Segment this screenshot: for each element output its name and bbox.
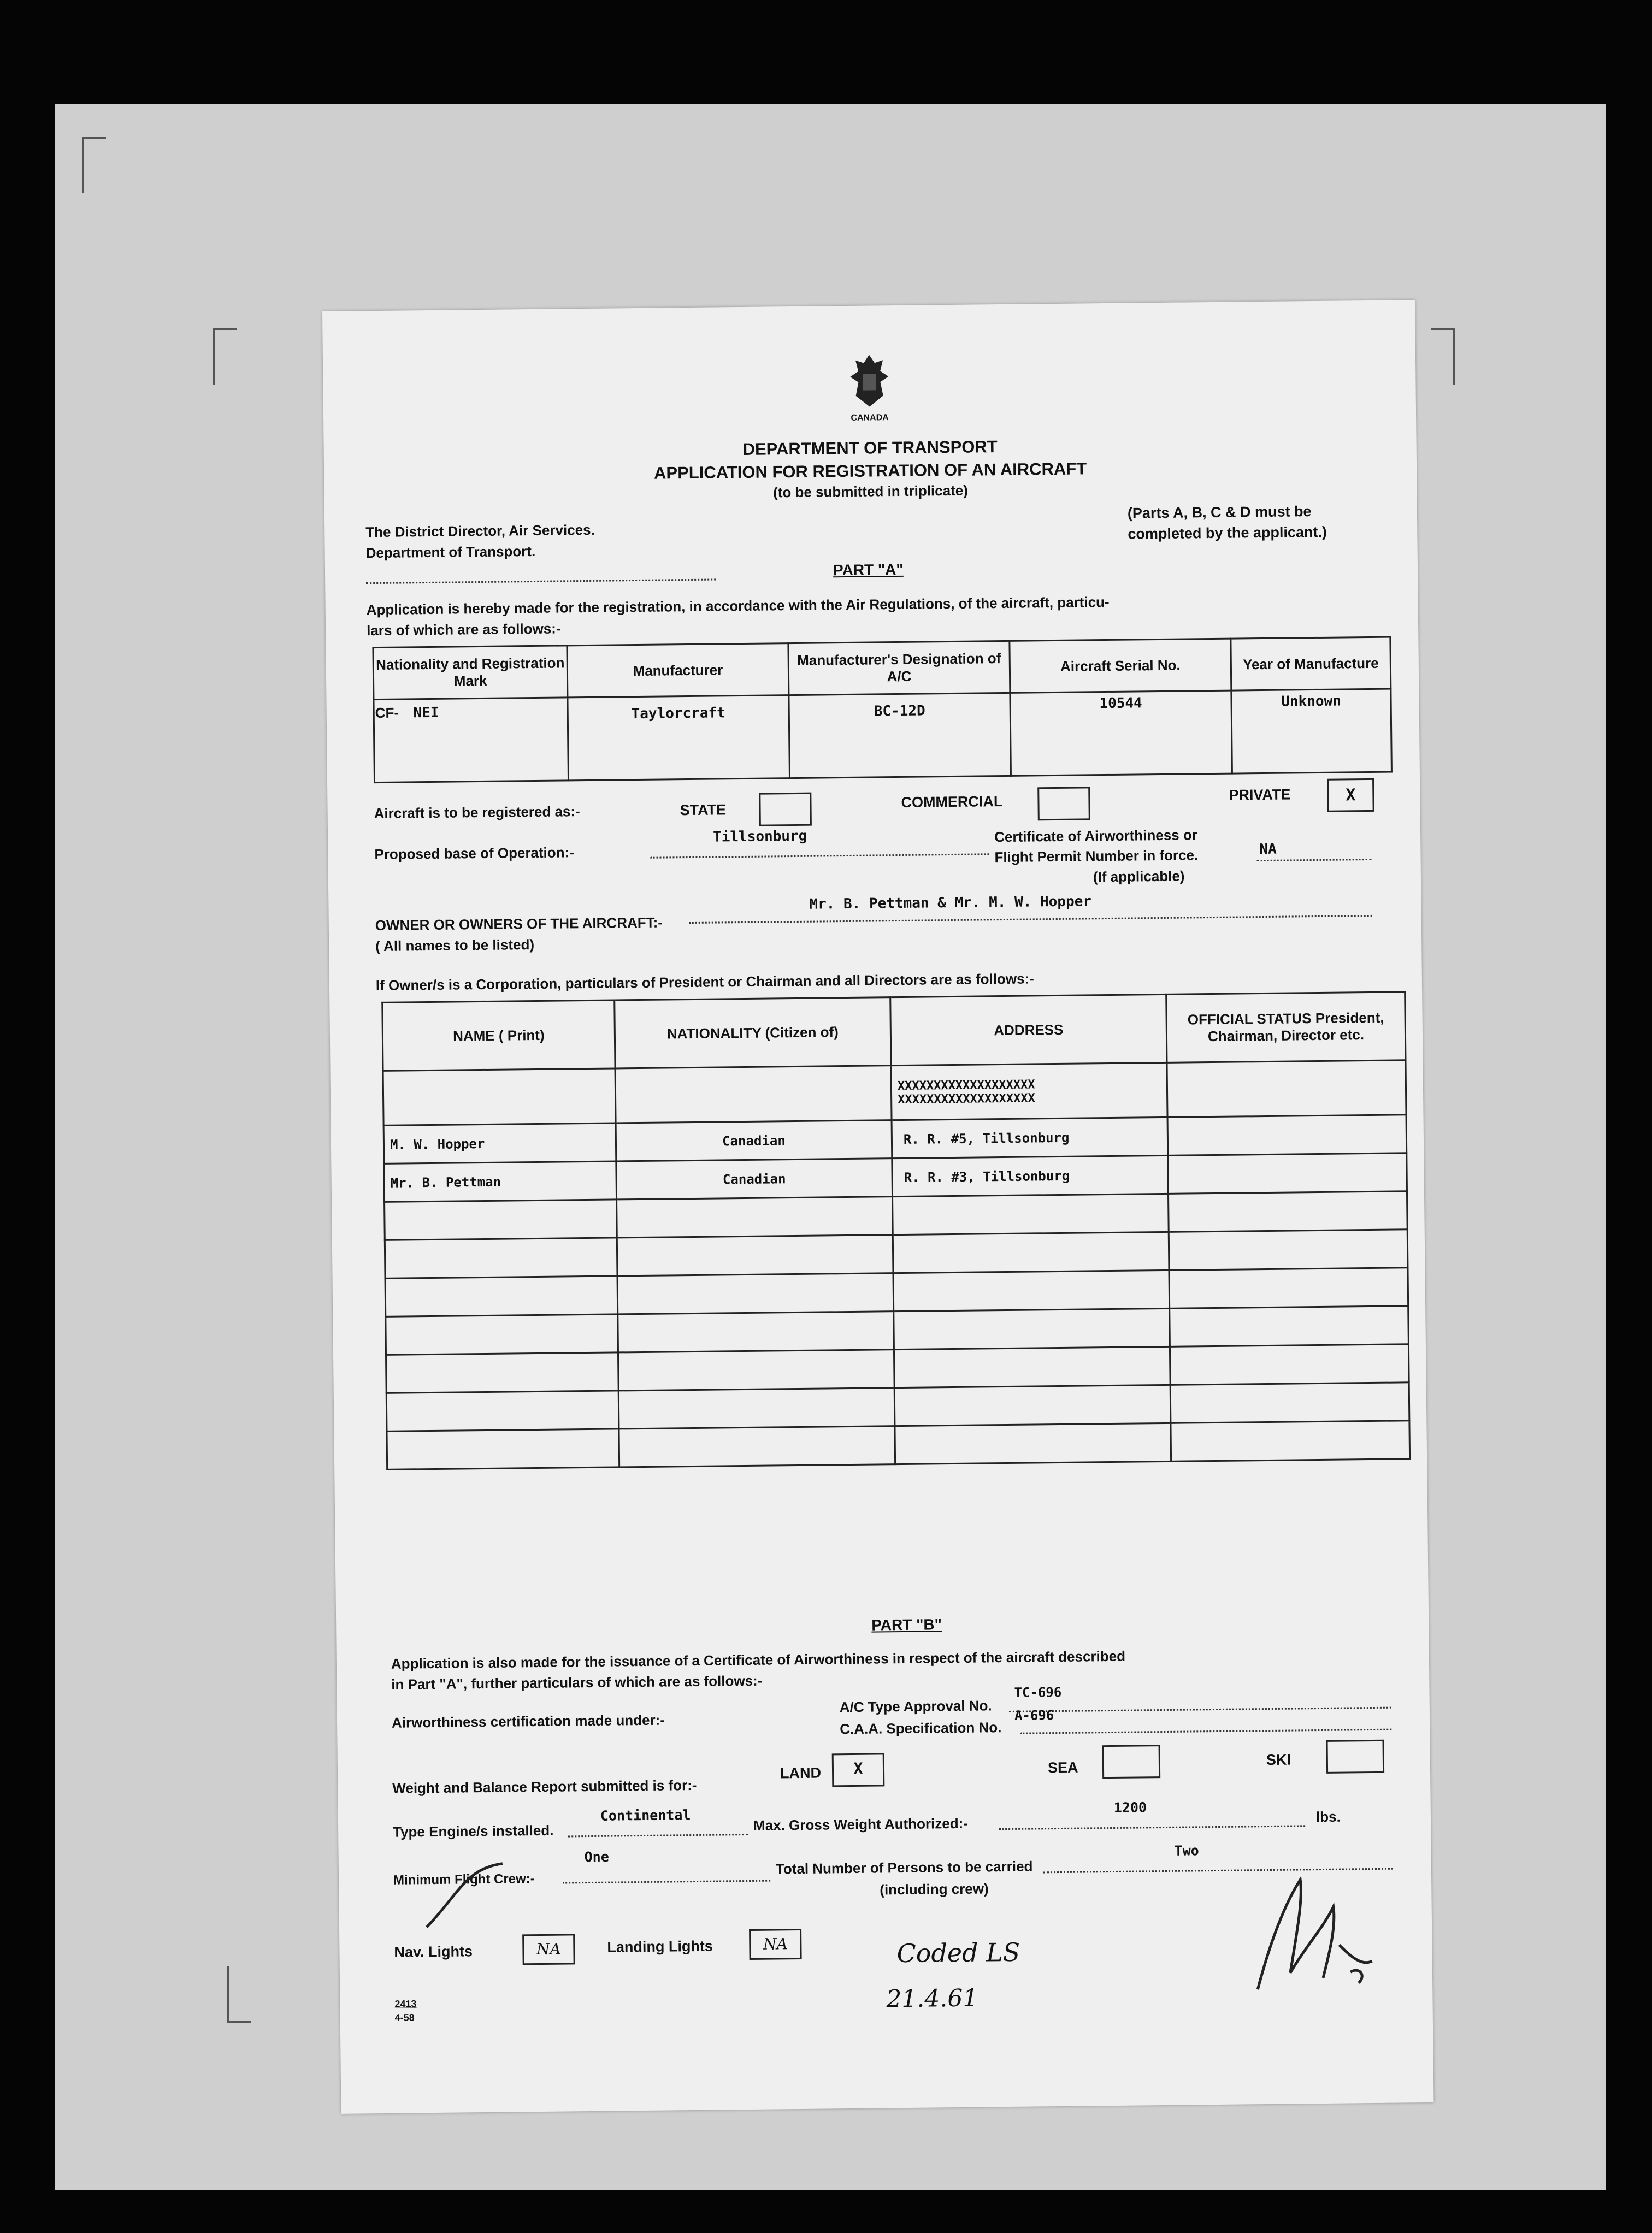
private-mark: X <box>1346 785 1356 805</box>
addressee-line1: The District Director, Air Services. <box>365 521 595 541</box>
owner-status <box>1170 1383 1409 1423</box>
crop-mark <box>1431 328 1455 385</box>
header-manufacturer: Manufacturer <box>567 643 789 698</box>
table-row-spacer <box>615 1066 892 1123</box>
application-form <box>322 300 1433 2114</box>
struck-address-line1: XXXXXXXXXXXXXXXXXXX <box>897 1077 1035 1093</box>
dotted-line <box>1257 859 1372 861</box>
owner-name <box>387 1429 620 1469</box>
land-label: LAND <box>780 1764 822 1782</box>
signature-icon <box>1240 1863 1384 2006</box>
state-label: STATE <box>680 801 727 819</box>
nav-lights-box[interactable] <box>522 1934 575 1965</box>
checkmark-icon <box>421 1861 509 1939</box>
owner-address: R. R. #3, Tillsonburg <box>892 1155 1169 1196</box>
wb-label: Weight and Balance Report submitted is for:- <box>392 1776 697 1797</box>
type-approval-label: A/C Type Approval No. <box>839 1697 992 1716</box>
owner-address: R. R. #5, Tillsonburg <box>892 1117 1168 1158</box>
part-a-heading: PART "A" <box>833 560 904 579</box>
form-number: 2413 <box>394 1998 417 2010</box>
owners-table <box>381 991 1411 1470</box>
header-name: NAME ( Print) <box>382 1000 615 1071</box>
parts-note-line2: completed by the applicant.) <box>1128 523 1328 542</box>
owners-value: Mr. B. Pettman & Mr. M. W. Hopper <box>809 893 1092 913</box>
struck-address <box>891 1062 1167 1120</box>
form-subtitle: (to be submitted in triplicate) <box>772 482 969 501</box>
ski-label: SKI <box>1266 1751 1291 1769</box>
dotted-line <box>999 1825 1305 1830</box>
engine-value: Continental <box>600 1807 691 1824</box>
cell-serial: 10544 <box>1010 690 1232 776</box>
cert-label-line2: Flight Permit Number in force. <box>994 847 1199 866</box>
cert-label-line1: Certificate of Airworthiness or <box>994 826 1198 846</box>
department-title: DEPARTMENT OF TRANSPORT <box>742 437 998 459</box>
part-b-intro-line2: in Part "A", further particulars of which are as follows:- <box>391 1672 763 1693</box>
sea-checkbox[interactable] <box>1102 1745 1161 1779</box>
owner-name <box>385 1238 617 1278</box>
form-date: 4-58 <box>394 2012 415 2023</box>
header-address: ADDRESS <box>890 994 1167 1065</box>
registered-as-label: Aircraft is to be registered as:- <box>374 803 580 822</box>
persons-label: Total Number of Persons to be carried <box>775 1858 1033 1877</box>
dotted-line <box>568 1834 748 1837</box>
crew-label: Minimum Flight Crew:- <box>393 1871 535 1888</box>
dotted-line <box>366 578 716 584</box>
form-title: APPLICATION FOR REGISTRATION OF AN AIRCRAFT <box>653 459 1087 483</box>
owner-name <box>386 1314 618 1355</box>
type-approval-value: TC-696 <box>1014 1684 1062 1700</box>
owner-nationality: Canadian <box>616 1159 893 1200</box>
crest-caption: CANADA <box>851 413 889 423</box>
header-serial: Aircraft Serial No. <box>1010 639 1231 693</box>
commercial-checkbox[interactable] <box>1037 787 1090 820</box>
table-row-spacer <box>1167 1060 1406 1118</box>
coded-date: 21.4.61 <box>886 1984 978 2013</box>
caa-value: A-696 <box>1014 1708 1054 1723</box>
owner-nationality <box>619 1426 895 1467</box>
cell-manufacturer: Taylorcraft <box>568 695 790 781</box>
table-row-spacer <box>383 1068 616 1125</box>
owner-status <box>1171 1421 1410 1462</box>
owner-nationality <box>618 1388 895 1429</box>
owners-note: ( All names to be listed) <box>375 936 535 955</box>
owner-status <box>1169 1230 1408 1271</box>
owner-status <box>1169 1268 1408 1309</box>
part-a-intro-line2: lars of which are as follows:- <box>366 620 561 639</box>
caa-label: C.A.A. Specification No. <box>840 1719 1002 1738</box>
dotted-line <box>1009 1707 1391 1712</box>
engine-label: Type Engine/s installed. <box>393 1822 554 1840</box>
aw-label: Airworthiness certification made under:- <box>391 1711 665 1731</box>
sea-label: SEA <box>1047 1759 1078 1776</box>
commercial-label: COMMERCIAL <box>901 793 1003 811</box>
crew-value: One <box>584 1848 609 1865</box>
gross-unit: lbs. <box>1315 1808 1341 1826</box>
land-checkbox[interactable] <box>832 1753 885 1787</box>
registration-mark: NEI <box>413 704 439 722</box>
cell-designation: BC-12D <box>789 693 1011 778</box>
header-status: OFFICIAL STATUS President, Chairman, Director etc. <box>1166 992 1406 1063</box>
dotted-line <box>1020 1729 1391 1734</box>
cell-registration <box>374 698 569 783</box>
state-checkbox[interactable] <box>759 793 812 826</box>
owner-status <box>1168 1153 1407 1194</box>
landing-lights-box[interactable] <box>749 1929 802 1960</box>
nationality-prefix: CF- <box>375 704 399 722</box>
gross-label: Max. Gross Weight Authorized:- <box>753 1815 969 1834</box>
persons-note: (including crew) <box>880 1880 989 1898</box>
nav-lights-value: NA <box>536 1940 561 1959</box>
owner-address <box>893 1232 1169 1273</box>
base-value: Tillsonburg <box>712 828 807 846</box>
part-b-heading: PART "B" <box>871 1616 942 1634</box>
cert-value: NA <box>1259 841 1277 858</box>
owner-name: Mr. B. Pettman <box>384 1161 617 1202</box>
owner-nationality <box>618 1312 894 1352</box>
owner-status <box>1170 1344 1409 1385</box>
landing-lights-value: NA <box>763 1935 788 1953</box>
aircraft-table <box>372 636 1393 784</box>
persons-value: Two <box>1174 1842 1199 1859</box>
nav-lights-label: Nav. Lights <box>394 1943 473 1960</box>
owner-nationality <box>617 1197 893 1238</box>
base-label: Proposed base of Operation:- <box>374 844 575 863</box>
owners-label: OWNER OR OWNERS OF THE AIRCRAFT:- <box>375 914 663 934</box>
owner-name <box>386 1391 619 1431</box>
corporation-line: If Owner/s is a Corporation, particulars of President or Chairman and all Directors are as follows:- <box>375 970 1034 994</box>
owner-address <box>895 1423 1171 1464</box>
owner-name <box>385 1276 618 1316</box>
dotted-line <box>689 915 1372 924</box>
private-label: PRIVATE <box>1229 786 1291 804</box>
private-checkbox[interactable] <box>1327 778 1374 812</box>
landing-lights-label: Landing Lights <box>607 1937 713 1956</box>
cell-year: Unknown <box>1231 689 1392 773</box>
header-year: Year of Manufacture <box>1231 637 1391 690</box>
struck-address-line2: XXXXXXXXXXXXXXXXXXX <box>898 1091 1035 1107</box>
owner-status <box>1167 1115 1407 1156</box>
dotted-line <box>563 1880 770 1884</box>
owner-name <box>386 1352 619 1393</box>
owner-nationality <box>617 1235 893 1276</box>
header-nationality: NATIONALITY (Citizen of) <box>615 997 891 1068</box>
land-mark: X <box>853 1759 863 1777</box>
header-nationality: Nationality and Registration Mark <box>373 646 568 700</box>
owner-name <box>385 1200 617 1240</box>
cert-note: (If applicable) <box>1093 867 1185 885</box>
owner-nationality <box>618 1350 894 1391</box>
crop-mark <box>213 328 237 385</box>
parts-note-line1: (Parts A, B, C & D must be <box>1127 503 1312 522</box>
owner-address <box>893 1194 1169 1234</box>
dotted-line <box>650 853 989 858</box>
ski-checkbox[interactable] <box>1326 1740 1384 1774</box>
owner-status <box>1170 1306 1409 1347</box>
canada-crest-icon <box>842 352 897 412</box>
coded-note: Coded LS <box>896 1937 1020 1969</box>
addressee-line2: Department of Transport. <box>365 542 536 562</box>
gross-value: 1200 <box>1113 1799 1147 1816</box>
owner-status <box>1169 1191 1408 1232</box>
owner-address <box>893 1270 1170 1311</box>
owner-address <box>894 1385 1171 1426</box>
crop-mark <box>82 137 106 193</box>
owner-address <box>894 1346 1170 1387</box>
crop-mark <box>227 1966 251 2023</box>
owner-nationality <box>617 1273 894 1314</box>
owner-nationality: Canadian <box>616 1120 892 1161</box>
owner-address <box>894 1308 1170 1349</box>
part-b-intro-line1: Application is also made for the issuance of a Certificate of Airworthiness in respect of the aircraft described <box>391 1647 1126 1672</box>
header-designation: Manufacturer's Designation of A/C <box>788 641 1010 695</box>
part-a-intro-line1: Application is hereby made for the registration, in accordance with the Air Regulations, of the aircraft, particu- <box>366 593 1110 618</box>
owner-name: M. W. Hopper <box>384 1123 616 1163</box>
